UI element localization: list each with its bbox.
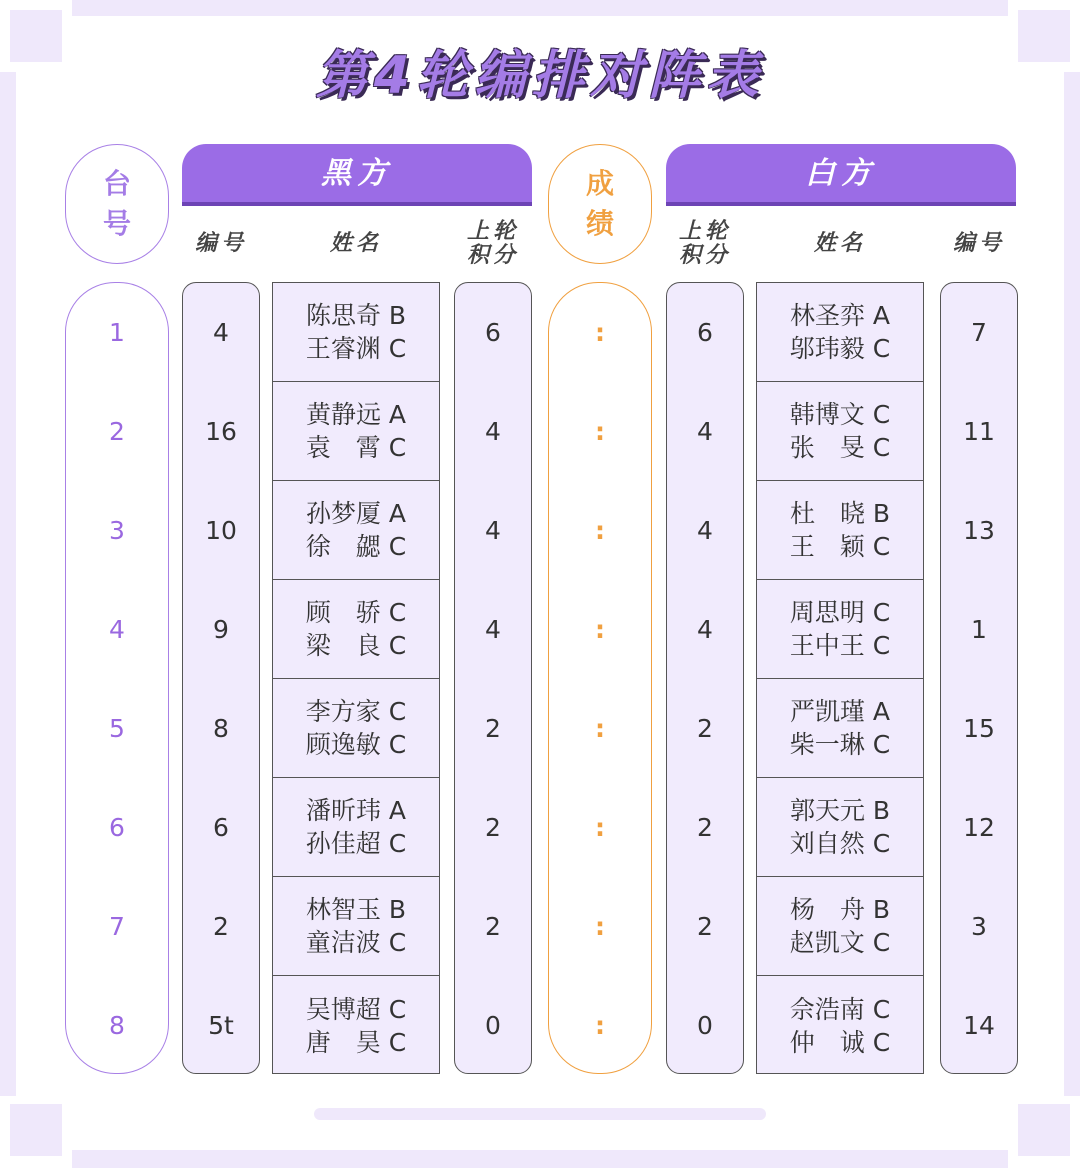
player-name: 黄静远 A <box>305 400 407 429</box>
black-id-cell: 2 <box>213 912 229 941</box>
black-points-cell: 0 <box>485 1011 501 1040</box>
black-points-cell: 4 <box>485 417 501 446</box>
white-id-cell: 13 <box>963 516 995 545</box>
result-cell[interactable]: : <box>595 615 605 644</box>
result-header-line2: 绩 <box>585 207 614 240</box>
white-name-cell <box>757 283 923 382</box>
result-cell[interactable]: : <box>595 417 605 446</box>
top-decor-bar <box>72 0 1008 16</box>
player-name: 杜 晓 B <box>789 499 891 528</box>
player-name: 杨 舟 B <box>789 895 891 924</box>
white-points-cell: 2 <box>697 912 713 941</box>
corner-square-br <box>1018 1104 1070 1156</box>
player-name: 邬玮毅 C <box>789 334 891 363</box>
player-name: 顾 骄 C <box>305 598 407 627</box>
white-name-cell <box>757 481 923 580</box>
black-points-cell: 2 <box>485 813 501 842</box>
black-id-cell: 9 <box>213 615 229 644</box>
result-cell[interactable]: : <box>595 318 605 347</box>
player-name: 韩博文 C <box>789 400 891 429</box>
black-name-cell <box>273 580 439 679</box>
black-points-header-line2: 积分 <box>466 243 519 268</box>
black-points-cell: 2 <box>485 912 501 941</box>
corner-square-bl <box>10 1104 62 1156</box>
result-cell[interactable]: : <box>595 813 605 842</box>
white-points-cell: 4 <box>697 615 713 644</box>
table-number-cell: 6 <box>109 813 125 842</box>
white-id-cell: 12 <box>963 813 995 842</box>
player-name: 王中王 C <box>789 631 891 660</box>
white-id-cell: 3 <box>971 912 987 941</box>
black-points-column <box>454 282 532 1074</box>
right-decor-bar <box>1064 72 1080 1096</box>
result-cell[interactable]: : <box>595 1011 605 1040</box>
table-number-cell: 8 <box>109 1011 125 1040</box>
white-points-header <box>666 218 744 270</box>
player-name: 孙梦厦 A <box>305 499 407 528</box>
white-name-cell <box>757 976 923 1075</box>
black-name-cell <box>273 382 439 481</box>
black-name-cell <box>273 778 439 877</box>
white-points-column <box>666 282 744 1074</box>
player-name: 李方家 C <box>305 697 407 726</box>
white-name-cell <box>757 580 923 679</box>
white-points-header-line1: 上轮 <box>678 219 731 244</box>
result-cell[interactable]: : <box>595 912 605 941</box>
white-points-cell: 4 <box>697 417 713 446</box>
black-id-cell: 8 <box>213 714 229 743</box>
black-id-cell: 6 <box>213 813 229 842</box>
white-name-header: 姓名 <box>813 231 866 256</box>
table-number-cell: 3 <box>109 516 125 545</box>
player-name: 柴一琳 C <box>789 730 891 759</box>
white-id-header: 编号 <box>952 231 1005 256</box>
white-points-cell: 6 <box>697 318 713 347</box>
player-name: 孙佳超 C <box>305 829 407 858</box>
black-points-cell: 6 <box>485 318 501 347</box>
player-name: 徐 勰 C <box>305 532 407 561</box>
player-name: 郭天元 B <box>789 796 891 825</box>
black-name-cell <box>273 877 439 976</box>
black-name-cell <box>273 283 439 382</box>
player-name: 刘自然 C <box>789 829 891 858</box>
white-name-cell <box>757 679 923 778</box>
player-name: 吴博超 C <box>305 994 407 1024</box>
black-id-cell: 10 <box>205 516 237 545</box>
player-name: 顾逸敏 C <box>305 730 407 759</box>
result-cell[interactable]: : <box>595 714 605 743</box>
player-name: 赵凯文 C <box>789 928 891 957</box>
table-number-column <box>65 282 169 1074</box>
white-points-header-line2: 积分 <box>678 243 731 268</box>
table-number-cell: 4 <box>109 615 125 644</box>
player-name: 仲 诚 C <box>789 1027 891 1057</box>
black-name-cell <box>273 679 439 778</box>
white-name-cell <box>757 877 923 976</box>
black-points-cell: 2 <box>485 714 501 743</box>
white-id-cell: 14 <box>963 1011 995 1040</box>
white-id-column <box>940 282 1018 1074</box>
player-name: 严凯瑾 A <box>789 697 891 726</box>
black-id-cell: 4 <box>213 318 229 347</box>
black-points-cell: 4 <box>485 516 501 545</box>
table-number-header-line2: 号 <box>102 207 131 240</box>
black-name-header: 姓名 <box>329 231 382 256</box>
bottom-scroll-decor <box>314 1108 766 1120</box>
white-name-cell <box>757 382 923 481</box>
player-name: 王睿渊 C <box>305 334 407 363</box>
player-name: 袁 霄 C <box>305 433 407 462</box>
player-name: 周思明 C <box>789 598 891 627</box>
black-name-column <box>272 282 440 1074</box>
player-name: 佘浩南 C <box>789 994 891 1024</box>
player-name: 林智玉 B <box>305 895 407 924</box>
black-id-column <box>182 282 260 1074</box>
black-id-cell: 5t <box>208 1011 234 1040</box>
white-name-column <box>756 282 924 1074</box>
black-name-cell <box>273 481 439 580</box>
black-points-cell: 4 <box>485 615 501 644</box>
result-header <box>548 144 652 264</box>
result-header-line1: 成 <box>585 167 614 200</box>
black-points-header-line1: 上轮 <box>466 219 519 244</box>
result-column <box>548 282 652 1074</box>
bottom-decor-bar <box>72 1150 1008 1168</box>
table-number-header <box>65 144 169 264</box>
white-side-banner: 白方 <box>666 144 1016 206</box>
table-number-cell: 1 <box>109 318 125 347</box>
player-name: 梁 良 C <box>305 631 407 660</box>
player-name: 潘昕玮 A <box>305 796 407 825</box>
player-name: 陈思奇 B <box>305 301 407 330</box>
table-number-cell: 7 <box>109 912 125 941</box>
table-number-cell: 2 <box>109 417 125 446</box>
black-side-banner: 黑方 <box>182 144 532 206</box>
white-points-cell: 2 <box>697 714 713 743</box>
player-name: 童洁波 C <box>305 928 407 957</box>
player-name: 张 旻 C <box>789 433 891 462</box>
white-id-cell: 11 <box>963 417 995 446</box>
white-name-cell <box>757 778 923 877</box>
player-name: 唐 昊 C <box>305 1027 407 1057</box>
black-id-cell: 16 <box>205 417 237 446</box>
table-number-header-line1: 台 <box>102 167 131 200</box>
white-id-cell: 1 <box>971 615 987 644</box>
table-number-cell: 5 <box>109 714 125 743</box>
white-points-cell: 0 <box>697 1011 713 1040</box>
white-id-cell: 7 <box>971 318 987 347</box>
white-id-cell: 15 <box>963 714 995 743</box>
page-title: 第4轮编排对阵表 <box>315 46 765 106</box>
black-name-cell <box>273 976 439 1075</box>
player-name: 林圣弈 A <box>789 301 891 330</box>
black-id-header: 编号 <box>194 231 247 256</box>
left-decor-bar <box>0 72 16 1096</box>
white-points-cell: 4 <box>697 516 713 545</box>
black-points-header <box>454 218 532 270</box>
result-cell[interactable]: : <box>595 516 605 545</box>
player-name: 王 颖 C <box>789 532 891 561</box>
white-points-cell: 2 <box>697 813 713 842</box>
